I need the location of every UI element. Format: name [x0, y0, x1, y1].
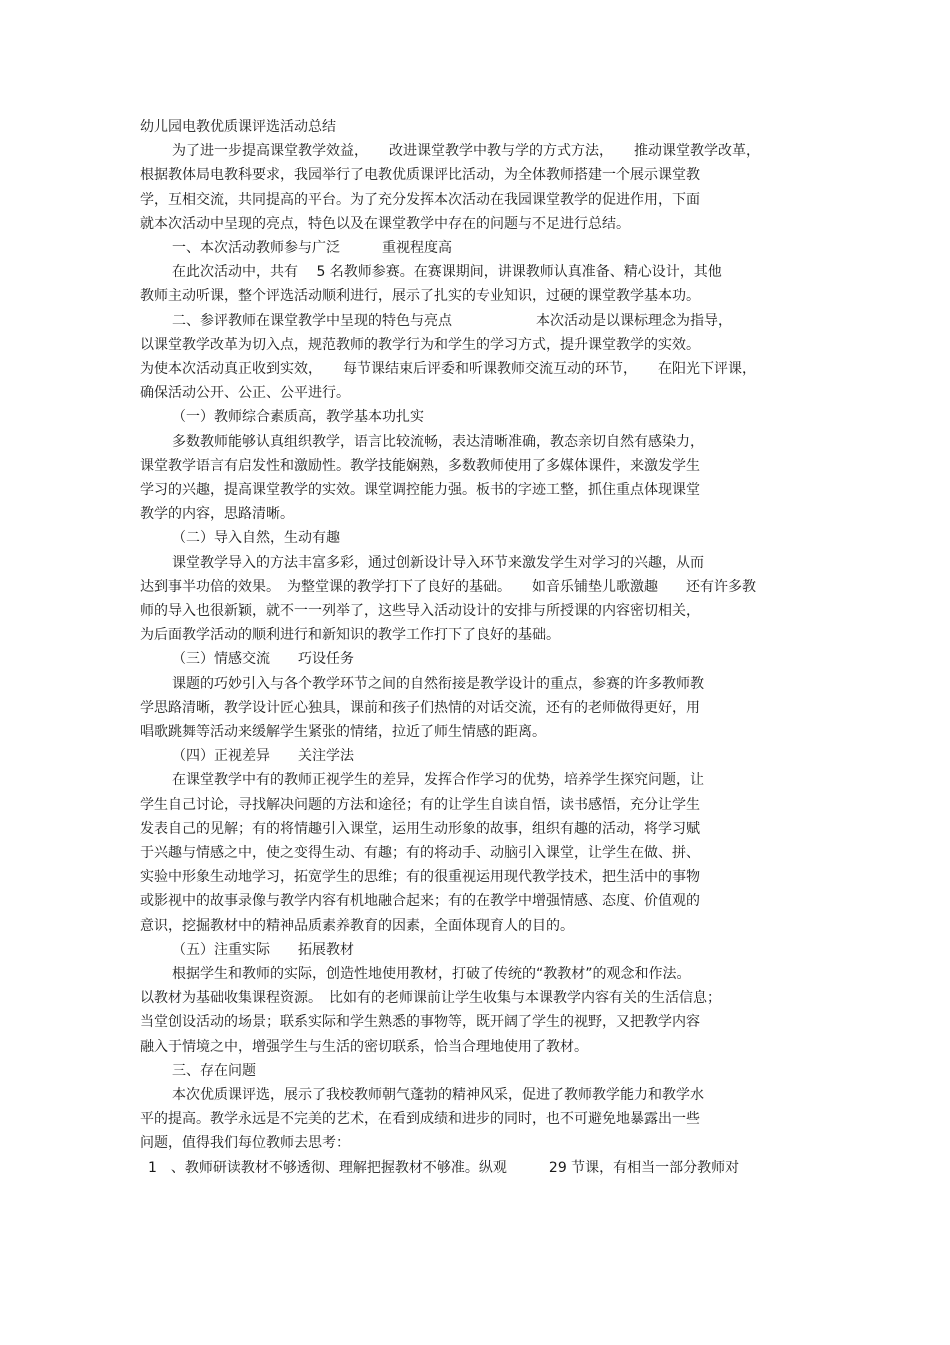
paragraph-line: （四）正视差异 关注学法 [172, 748, 354, 764]
paragraph-line: 当堂创设活动的场景；联系实际和学生熟悉的事物等，既开阔了学生的视野，又把教学内容 [140, 1014, 700, 1030]
paragraph-line: 学思路清晰，教学设计匠心独具，课前和孩子们热情的对话交流，还有的老师做得更好，用 [140, 700, 700, 716]
paragraph-line: 发表自己的见解；有的将情趣引入课堂，运用生动形象的故事，组织有趣的活动，将学习赋 [140, 821, 700, 837]
paragraph-line: （三）情感交流 巧设任务 [172, 651, 354, 667]
paragraph-line: （一）教师综合素质高，教学基本功扎实 [172, 409, 424, 425]
paragraph-line: 课堂教学语言有启发性和激励性。教学技能娴熟，多数教师使用了多媒体课件，来激发学生 [140, 458, 700, 474]
paragraph-line: 达到事半功倍的效果。 为整堂课的教学打下了良好的基础。 如音乐铺垫儿歌激趣 还有许多教 [140, 579, 756, 595]
paragraph-line: 1 、教师研读教材不够透彻、理解把握教材不够准。纵观 29 节课，有相当一部分教师对 [148, 1160, 740, 1176]
paragraph-line: 二、参评教师在课堂教学中呈现的特色与亮点 本次活动是以课标理念为指导， [172, 313, 732, 329]
paragraph-line: 为了进一步提高课堂教学效益， 改进课堂教学中教与学的方式方法， 推动课堂教学改革， [172, 143, 760, 159]
paragraph-line: 为使本次活动真正收到实效， 每节课结束后评委和听课教师交流互动的环节， 在阳光下评课， [140, 361, 756, 377]
paragraph-line: 根据教体局电教科要求，我园举行了电教优质课评比活动，为全体教师搭建一个展示课堂教 [140, 167, 700, 183]
paragraph-line: 学，互相交流，共同提高的平台。为了充分发挥本次活动在我园课堂教学的促进作用，下面 [140, 192, 700, 208]
paragraph-line: 确保活动公开、公正、公平进行。 [140, 385, 350, 401]
paragraph-line: 在此次活动中，共有 5 名教师参赛。在赛课期间，讲课教师认真准备、精心设计，其他 [172, 264, 722, 280]
paragraph-line: （五）注重实际 拓展教材 [172, 942, 354, 958]
paragraph-line: 平的提高。教学永远是不完美的艺术，在看到成绩和进步的同时，也不可避免地暴露出一些 [140, 1111, 700, 1127]
paragraph-line: （二）导入自然，生动有趣 [172, 530, 340, 546]
paragraph-line: 实验中形象生动地学习，拓宽学生的思维；有的很重视运用现代教学技术，把生活中的事物 [140, 869, 700, 885]
paragraph-line: 为后面教学活动的顺利进行和新知识的教学工作打下了良好的基础。 [140, 627, 560, 643]
paragraph-line: 课题的巧妙引入与各个教学环节之间的自然衔接是教学设计的重点，参赛的许多教师教 [172, 676, 704, 692]
paragraph-line: 以教材为基础收集课程资源。 比如有的老师课前让学生收集与本课教学内容有关的生活信息； [140, 990, 721, 1006]
paragraph-line: 根据学生和教师的实际，创造性地使用教材，打破了传统的“教教材”的观念和作法。 [172, 966, 691, 982]
paragraph-line: 多数教师能够认真组织教学，语言比较流畅，表达清晰准确，教态亲切自然有感染力， [172, 434, 704, 450]
paragraph-line: 于兴趣与情感之中，使之变得生动、有趣；有的将动手、动脑引入课堂，让学生在做、拼、 [140, 845, 700, 861]
paragraph-line: 学习的兴趣，提高课堂教学的实效。课堂调控能力强。板书的字迹工整，抓住重点体现课堂 [140, 482, 700, 498]
paragraph-line: 三、存在问题 [172, 1063, 256, 1079]
paragraph-line: 意识，挖掘教材中的精神品质素养教育的因素，全面体现育人的目的。 [140, 918, 574, 934]
paragraph-line: 学生自己讨论，寻找解决问题的方法和途径；有的让学生自读自悟，读书感悟，充分让学生 [140, 797, 700, 813]
paragraph-line: 唱歌跳舞等活动来缓解学生紧张的情绪，拉近了师生情感的距离。 [140, 724, 546, 740]
paragraph-line: 教师主动听课，整个评选活动顺利进行，展示了扎实的专业知识，过硬的课堂教学基本功。 [140, 288, 700, 304]
paragraph-line: 就本次活动中呈现的亮点，特色以及在课堂教学中存在的问题与不足进行总结。 [140, 216, 630, 232]
paragraph-line: 融入于情境之中，增强学生与生活的密切联系，恰当合理地使用了教材。 [140, 1039, 588, 1055]
paragraph-line: 以课堂教学改革为切入点，规范教师的教学行为和学生的学习方式，提升课堂教学的实效。 [140, 337, 700, 353]
paragraph-line: 一、本次活动教师参与广泛 重视程度高 [172, 240, 452, 256]
paragraph-line: 或影视中的故事录像与教学内容有机地融合起来；有的在教学中增强情感、态度、价值观的 [140, 893, 700, 909]
paragraph-line: 师的导入也很新颖，就不一一列举了，这些导入活动设计的安排与所授课的内容密切相关， [140, 603, 700, 619]
paragraph-line: 问题，值得我们每位教师去思考： [140, 1135, 350, 1151]
paragraph-line: 课堂教学导入的方法丰富多彩，通过创新设计导入环节来激发学生对学习的兴趣，从而 [172, 555, 704, 571]
paragraph-line: 在课堂教学中有的教师正视学生的差异，发挥合作学习的优势，培养学生探究问题，让 [172, 772, 704, 788]
document-title: 幼儿园电教优质课评选活动总结 [140, 119, 336, 135]
paragraph-line: 本次优质课评选，展示了我校教师朝气蓬勃的精神风采，促进了教师教学能力和教学水 [172, 1087, 704, 1103]
paragraph-line: 教学的内容，思路清晰。 [140, 506, 294, 522]
